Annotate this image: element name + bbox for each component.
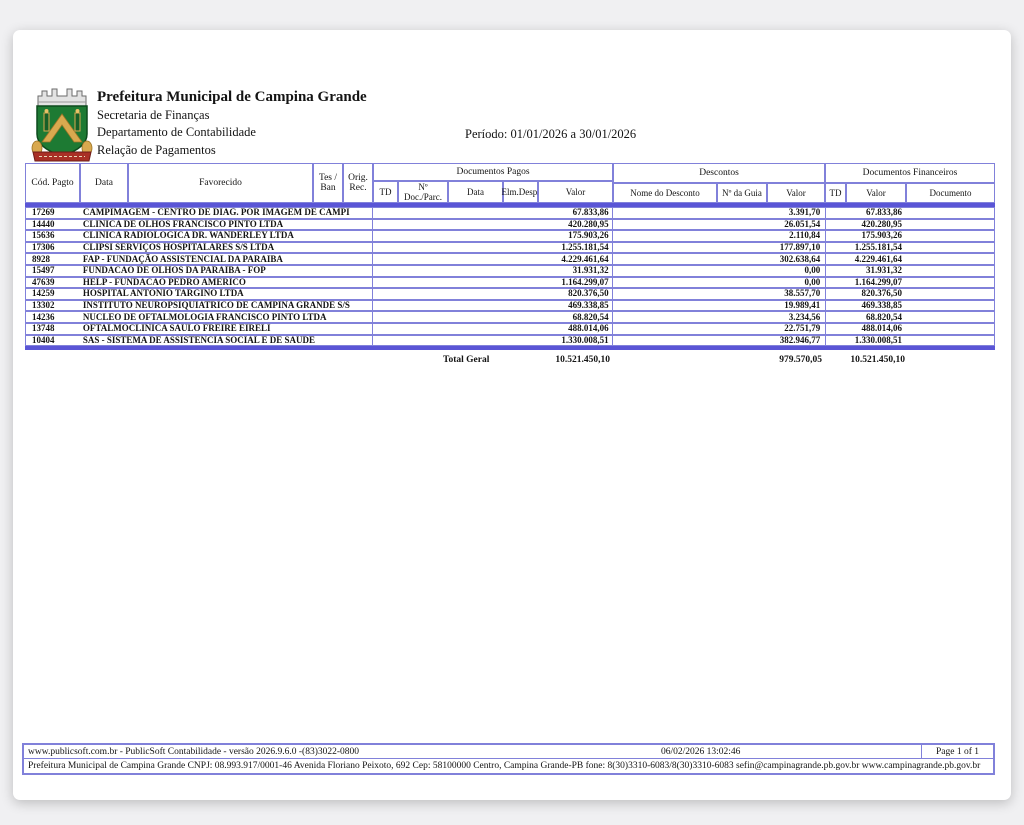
- table-row: [25, 323, 995, 335]
- row-favorecido: CLINICA RADIOLOGICA DR. WANDERLEY LTDA: [81, 231, 373, 241]
- row-cod-pagto: 14440: [32, 218, 55, 229]
- row-cod-pagto: 17306: [32, 241, 55, 252]
- col-header-fin-valor: Valor: [846, 183, 906, 203]
- campina-grande-crest-icon: [30, 86, 94, 166]
- table-row: [25, 311, 995, 323]
- row-doc-financeiro-valor: 67.833,86: [866, 207, 903, 218]
- table-row: [25, 230, 995, 242]
- row-doc-pagos-valor: 68.820,54: [373, 312, 612, 322]
- col-header-nome-desconto: Nome do Desconto: [613, 183, 717, 203]
- report-title: Relação de Pagamentos: [97, 142, 216, 157]
- col-header-fin-td: TD: [825, 183, 846, 203]
- row-desconto-valor: 0,00: [613, 266, 827, 276]
- row-favorecido: HELP - FUNDACAO PEDRO AMERICO: [81, 278, 373, 288]
- row-cod-pagto: 17269: [32, 207, 55, 218]
- table-row: [25, 300, 995, 312]
- col-header-orig-rec: [343, 163, 373, 203]
- row-doc-financeiro-valor: 1.255.181,54: [854, 241, 903, 252]
- org-title: Prefeitura Municipal de Campina Grande: [97, 89, 367, 105]
- total-doc-pagos-valor: 10.521.450,10: [555, 355, 610, 366]
- table-row: [25, 242, 995, 254]
- dept-line-1: Secretaria de Finanças: [97, 107, 210, 122]
- row-cod-pagto: 13302: [32, 299, 55, 310]
- row-cod-pagto: 15497: [32, 265, 55, 276]
- total-doc-fin-valor: 10.521.450,10: [850, 355, 905, 366]
- table-row: [25, 288, 995, 300]
- row-desconto-valor: 19.989,41: [613, 301, 827, 311]
- row-doc-pagos-valor: 4.229.461,64: [373, 254, 612, 264]
- row-cod-pagto: 47639: [32, 276, 55, 287]
- row-desconto-valor: 3.234,56: [613, 312, 827, 322]
- footer-datetime: 06/02/2026 13:02:46: [661, 746, 741, 757]
- col-header-cod-pagto: Cód. Pagto: [25, 163, 80, 203]
- row-doc-pagos-valor: 1.164.299,07: [373, 278, 612, 288]
- row-cod-pagto: 10404: [32, 334, 55, 345]
- group-header-doc-pagos: Documentos Pagos: [373, 163, 613, 181]
- row-doc-pagos-valor: 31.931,32: [373, 266, 612, 276]
- row-desconto-valor: 177.897,10: [613, 243, 827, 253]
- row-cod-pagto: 15636: [32, 230, 55, 241]
- row-desconto-valor: 3.391,70: [613, 208, 827, 218]
- row-desconto-valor: 302.638,64: [613, 254, 827, 264]
- col-header-tes-ban: [313, 163, 343, 203]
- row-favorecido: CLIPSI SERVIÇOS HOSPITALARES S/S LTDA: [81, 243, 373, 253]
- row-desconto-valor: 26.051,54: [613, 220, 827, 230]
- col-header-doc-valor: Valor: [538, 181, 613, 203]
- coat-of-arms-logo: [30, 86, 94, 166]
- row-doc-financeiro-valor: 469.338,85: [861, 299, 903, 310]
- tes-ban-line1: Tes /: [318, 173, 338, 183]
- row-doc-pagos-valor: 820.376,50: [373, 289, 612, 299]
- group-documentos-financeiros: [825, 163, 995, 203]
- letterhead: [97, 89, 367, 159]
- row-favorecido: HOSPITAL ANTONIO TARGINO LTDA: [81, 289, 373, 299]
- period-label: Período: 01/01/2026 a 30/01/2026: [465, 127, 637, 141]
- row-favorecido: SAS - SISTEMA DE ASSISTENCIA SOCIAL E DE SAUDE: [81, 336, 373, 346]
- footer-divider-bar: [25, 346, 995, 350]
- group-header-descontos: Descontos: [613, 163, 825, 183]
- row-cod-pagto: 8928: [32, 253, 50, 264]
- row-doc-financeiro-valor: 4.229.461,64: [854, 253, 903, 264]
- footer-software-info: www.publicsoft.com.br - PublicSoft Contabilidade - versão 2026.9.6.0 -(83)3022-0800: [28, 746, 360, 757]
- row-desconto-valor: 38.557,70: [613, 289, 827, 299]
- orig-rec-line2: Rec.: [349, 183, 367, 193]
- total-label: Total Geral: [443, 355, 490, 366]
- table-row: [25, 207, 995, 219]
- row-doc-pagos-valor: 488.014,06: [373, 324, 612, 334]
- row-doc-financeiro-valor: 68.820,54: [866, 311, 903, 322]
- report-page: [13, 30, 1011, 800]
- row-doc-pagos-valor: 420.280,95: [373, 220, 612, 230]
- table-row: [25, 277, 995, 289]
- group-header-doc-financeiros: Documentos Financeiros: [825, 163, 995, 183]
- orig-rec-line1: Orig.: [348, 173, 368, 183]
- payments-table: [25, 163, 995, 367]
- col-header-desc-valor: Valor: [767, 183, 825, 203]
- row-doc-financeiro-valor: 820.376,50: [861, 288, 903, 299]
- row-favorecido: CAMPIMAGEM - CENTRO DE DIAG. POR IMAGEM DE CAMPI: [81, 208, 373, 218]
- dept-line-2: Departamento de Contabilidade: [97, 125, 256, 139]
- row-cod-pagto: 13748: [32, 323, 55, 334]
- page-footer: [22, 743, 995, 775]
- row-cod-pagto: 14259: [32, 288, 55, 299]
- row-cod-pagto: 14236: [32, 311, 55, 322]
- table-body: [25, 207, 995, 346]
- table-row: [25, 253, 995, 265]
- row-doc-pagos-valor: 1.330.008,51: [373, 336, 612, 346]
- row-doc-financeiro-valor: 1.330.008,51: [854, 334, 903, 345]
- col-header-fin-documento: Documento: [906, 183, 995, 203]
- row-desconto-valor: 22.751,79: [613, 324, 827, 334]
- row-doc-financeiro-valor: 31.931,32: [866, 265, 903, 276]
- total-desconto-valor: 979.570,05: [779, 355, 822, 366]
- col-header-data: Data: [80, 163, 128, 203]
- row-favorecido: OFTALMOCLINICA SAULO FREIRE EIRELI: [81, 324, 373, 334]
- row-desconto-valor: 0,00: [613, 278, 827, 288]
- col-header-num-doc: Nº Doc./Parc.: [398, 181, 448, 203]
- row-favorecido: FUNDACAO DE OLHOS DA PARAIBA - FOP: [81, 266, 373, 276]
- tes-ban-line2: Ban: [320, 183, 336, 193]
- row-doc-financeiro-valor: 488.014,06: [861, 323, 903, 334]
- col-header-elm-desp: Elm.Desp.: [503, 181, 538, 203]
- row-favorecido: NUCLEO DE OFTALMOLOGIA FRANCISCO PINTO LTDA: [81, 312, 373, 322]
- row-doc-pagos-valor: 175.903,26: [373, 231, 612, 241]
- table-row: [25, 265, 995, 277]
- row-doc-pagos-valor: 469.338,85: [373, 301, 612, 311]
- footer-address: Prefeitura Municipal de Campina Grande CNPJ: 08.993.917/0001-46 Avenida Floriano Peixoto, 692 Cep: 58100000 Centro, Campina Grande-PB fone: 8(30)3310-6083/8(30)3310-6083 sefin@campinagrande.pb.gov.br www.campinagrande.pb.gov.br: [28, 761, 981, 771]
- row-desconto-valor: 382.946,77: [613, 336, 827, 346]
- row-doc-pagos-valor: 67.833,86: [373, 208, 612, 218]
- row-doc-pagos-valor: 1.255.181,54: [373, 243, 612, 253]
- col-header-td: TD: [373, 181, 398, 203]
- group-documentos-pagos: [373, 163, 613, 203]
- col-header-num-guia: Nº da Guia: [717, 183, 767, 203]
- row-favorecido: FAP - FUNDAÇÃO ASSISTENCIAL DA PARAIBA: [81, 254, 373, 264]
- row-doc-financeiro-valor: 1.164.299,07: [854, 276, 903, 287]
- row-doc-financeiro-valor: 420.280,95: [861, 218, 903, 229]
- row-favorecido: INSTITUTO NEUROPSIQUIATRICO DE CAMPINA GRANDE S/S: [81, 301, 373, 311]
- total-row: [25, 353, 995, 367]
- table-row: [25, 219, 995, 231]
- col-header-favorecido: Favorecido: [128, 163, 313, 203]
- group-descontos: [613, 163, 825, 203]
- table-row: [25, 335, 995, 347]
- footer-page-number: Page 1 of 1: [921, 745, 993, 758]
- table-header: [25, 163, 995, 203]
- row-favorecido: CLINICA DE OLHOS FRANCISCO PINTO LTDA: [81, 220, 373, 230]
- row-desconto-valor: 2.110,84: [613, 231, 827, 241]
- col-header-doc-data: Data: [448, 181, 503, 203]
- row-doc-financeiro-valor: 175.903,26: [861, 230, 903, 241]
